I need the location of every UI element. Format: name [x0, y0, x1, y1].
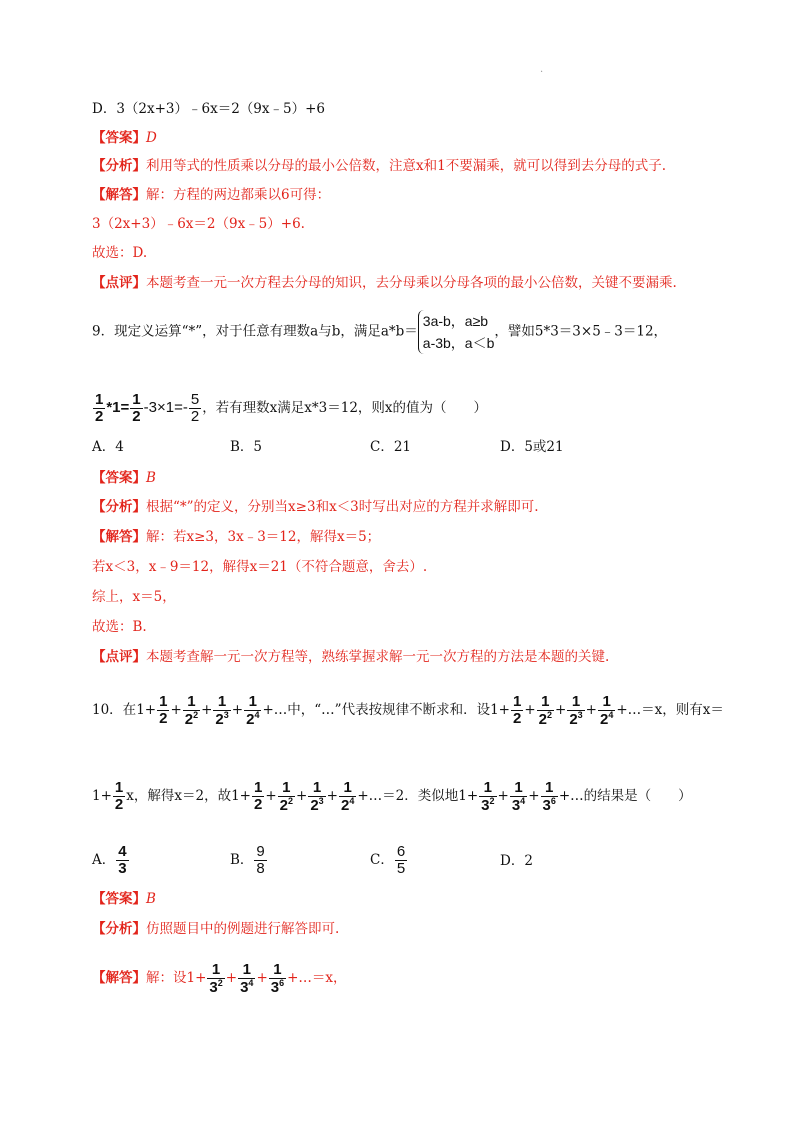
q10-option-c: C． $\frac{6}{5}$ [370, 843, 406, 877]
fraction: $\frac{1}{2^2}$ [279, 778, 293, 814]
fraction: $\frac{1}{3^2}$ [481, 778, 495, 814]
fraction: $\frac{6}{5}$ [396, 843, 406, 877]
q10-tail-2: +…＝x，则有x＝ [616, 702, 724, 718]
q8-answer [92, 129, 157, 147]
q10-x-tail: x，解得x＝2，故 [126, 788, 232, 804]
q10-analysis [92, 920, 339, 938]
q9-ex-tail: -3×1=- [143, 399, 188, 416]
q10-num: 10．在 [92, 702, 137, 718]
q9-stem-b: ，譬如5*3＝3×5﹣3＝12， [494, 323, 668, 340]
comment-tag: 【点评】 [92, 275, 146, 291]
solution-text: 解：若x≥3，3x﹣3＝12，解得x＝5； [146, 529, 381, 545]
q8-solution-line2: 3（2x+3）﹣6x＝2（9x﹣5）+6. [92, 216, 305, 232]
fraction: $\frac{1}{2^3}$ [569, 692, 583, 728]
q9-option-a: A．4 [92, 439, 124, 455]
fraction: $\frac{1}{3^2}$ [209, 960, 223, 996]
q9-option-c: C．21 [370, 439, 412, 455]
fraction: $\frac{1}{3^4}$ [240, 960, 254, 996]
q9-stem [92, 310, 667, 354]
q10-result-tail: +…的结果是（ ） [558, 788, 692, 804]
q9-ex-mid: *1= [106, 399, 130, 416]
q10-stem-line2 [92, 776, 692, 816]
q8-choose: 故选：D. [92, 245, 148, 261]
fraction: $\frac{9}{8}$ [256, 843, 265, 877]
q9-case-2: a-3b，a＜b [422, 335, 495, 351]
q10-answer [92, 890, 156, 908]
q10-stem [92, 690, 724, 730]
fraction: $\frac{1}{3^6}$ [270, 960, 285, 996]
fraction: $\frac{1}{2}$ [159, 693, 168, 727]
plus: + [497, 788, 509, 804]
q10-solution [92, 958, 347, 998]
solution-text: 解：设 [146, 970, 187, 986]
plus: + [201, 702, 213, 718]
fraction: $\frac{1}{2^2}$ [538, 692, 552, 728]
solution-tag: 【解答】 [92, 529, 146, 545]
answer-value: B [146, 891, 156, 907]
solution-text: 解：方程的两边都乘以6可得： [146, 187, 331, 203]
fraction: $\frac{1}{2^4}$ [340, 778, 355, 814]
fraction: $\frac{4}{3}$ [118, 843, 127, 877]
one-plus: 1+ [136, 702, 157, 718]
fraction: $\frac{1}{2^4}$ [246, 692, 260, 728]
analysis-tag: 【分析】 [92, 921, 146, 937]
q10-tail-1: +…中，“…”代表按规律不断求和．设 [262, 702, 491, 718]
plus: + [170, 702, 182, 718]
solution-tag: 【解答】 [92, 187, 146, 203]
one-plus: 1+ [458, 788, 479, 804]
one-plus: 1+ [186, 970, 207, 986]
page-mark: . [540, 64, 544, 75]
q9-piecewise [418, 310, 495, 354]
q9-choose: 故选：B. [92, 619, 147, 635]
plus: + [225, 970, 238, 986]
comment-tag: 【点评】 [92, 649, 146, 665]
plus: + [524, 702, 536, 718]
q8-comment [92, 274, 677, 292]
q10-sum-tail: +…＝2．类似地 [357, 788, 459, 804]
plus: + [296, 788, 308, 804]
fraction: $\frac{1}{2^3}$ [310, 778, 324, 814]
solution-text-tail: +…＝x， [287, 970, 347, 986]
plus: + [256, 970, 268, 986]
fraction: $\frac{1}{2^3}$ [215, 692, 229, 728]
q9-stem-c: ，若有理数x满足x*3＝12，则x的值为（ ） [202, 400, 488, 416]
fraction: $\frac{1}{3^4}$ [511, 778, 526, 814]
one-plus: 1+ [92, 788, 112, 804]
fraction: $\frac{1}{2}$ [95, 391, 104, 425]
solution-tag: 【解答】 [92, 970, 146, 986]
plus: + [585, 702, 597, 718]
fraction: $\frac{1}{3^6}$ [542, 778, 556, 814]
q9-stem-a: 9．现定义运算“*”，对于任意有理数a与b，满足a*b＝ [92, 323, 418, 340]
fraction: $\frac{5}{2}$ [190, 391, 200, 425]
q9-solution-line3: 综上，x＝5， [92, 589, 176, 605]
fraction: $\frac{1}{2^4}$ [599, 692, 614, 728]
answer-value: D [146, 130, 157, 146]
q9-option-d: D．5或21 [500, 439, 564, 455]
q10-option-d: D．2 [500, 853, 533, 869]
plus: + [326, 788, 338, 804]
comment-text: 本题考查一元一次方程去分母的知识，去分母乘以分母各项的最小公倍数，关键不要漏乘. [146, 275, 677, 291]
answer-tag: 【答案】 [92, 130, 146, 146]
analysis-text: 根据“*”的定义，分别当x≥3和x＜3时写出对应的方程并求解即可. [146, 499, 539, 515]
plus: + [555, 702, 567, 718]
plus: + [528, 788, 540, 804]
plus: + [265, 788, 277, 804]
answer-tag: 【答案】 [92, 891, 146, 907]
q9-solution-line2: 若x＜3，x﹣9＝12，解得x＝21（不符合题意，舍去）. [92, 559, 428, 575]
fraction: $\frac{1}{2^2}$ [184, 692, 199, 728]
analysis-text: 利用等式的性质乘以分母的最小公倍数，注意x和1不要漏乘，就可以得到去分母的式子. [146, 158, 666, 174]
q10-option-b: B． $\frac{9}{8}$ [230, 843, 265, 877]
q9-analysis [92, 498, 539, 516]
q9-solution [92, 528, 380, 546]
answer-value: B [146, 470, 156, 486]
q8-analysis [92, 157, 666, 175]
fraction: $\frac{1}{2}$ [253, 779, 263, 813]
q8-solution [92, 186, 330, 204]
analysis-text: 仿照题目中的例题进行解答即可. [146, 921, 340, 937]
q9-case-1: 3a-b，a≥b [422, 313, 489, 329]
q10-option-a: A． $\frac{4}{3}$ [92, 843, 127, 877]
fraction: $\frac{1}{2}$ [114, 779, 124, 813]
q9-example [92, 388, 487, 428]
q9-answer [92, 469, 156, 487]
one-plus: 1+ [231, 788, 251, 804]
plus: + [231, 702, 244, 718]
one-plus: 1+ [490, 702, 510, 718]
analysis-tag: 【分析】 [92, 499, 146, 515]
fraction: $\frac{1}{2}$ [132, 391, 141, 425]
q8-option-d: D．3（2x+3）﹣6x＝2（9x﹣5）+6 [92, 101, 325, 117]
comment-text: 本题考查解一元一次方程等，熟练掌握求解一元一次方程的方法是本题的关键. [146, 649, 610, 665]
q9-comment [92, 648, 609, 666]
fraction: $\frac{1}{2}$ [512, 693, 522, 727]
q9-option-b: B．5 [230, 439, 263, 455]
answer-tag: 【答案】 [92, 470, 146, 486]
analysis-tag: 【分析】 [92, 158, 146, 174]
